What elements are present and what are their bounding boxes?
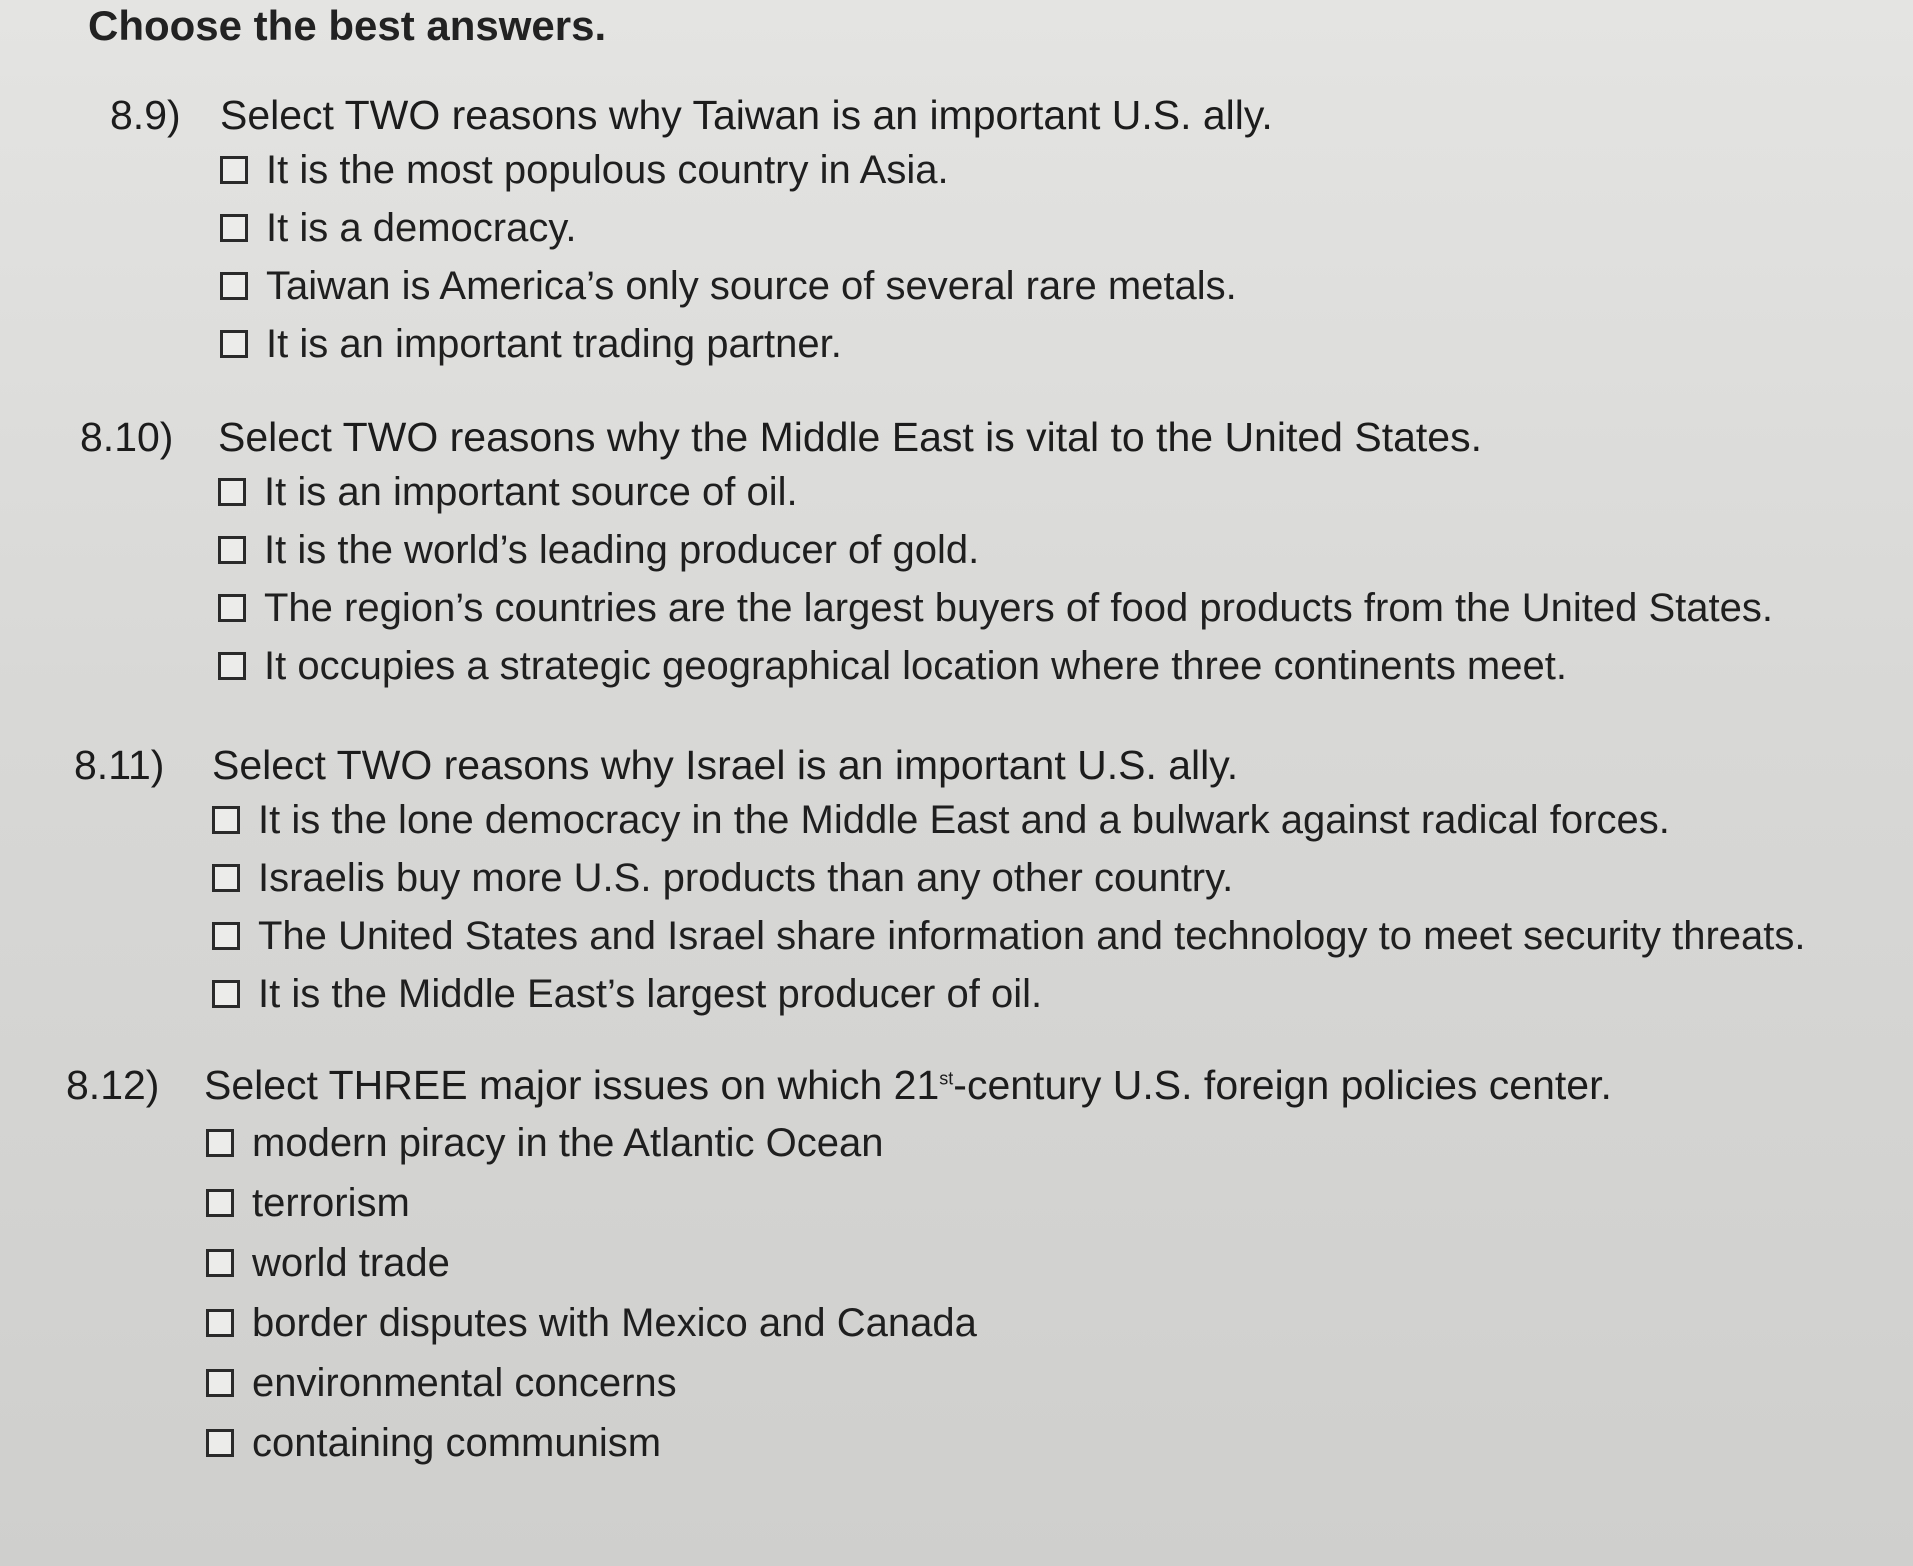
answer-text: It is an important trading partner.	[266, 321, 842, 366]
answer-option[interactable]	[212, 907, 1806, 965]
question-8-12	[66, 1062, 1612, 1473]
question-number: 8.9)	[110, 92, 181, 138]
checkbox[interactable]	[218, 536, 246, 564]
answer-options	[220, 141, 1273, 373]
answer-options	[212, 791, 1806, 1023]
checkbox[interactable]	[212, 922, 240, 950]
answer-text: It is an important source of oil.	[264, 469, 798, 514]
question-prompt	[110, 92, 1273, 139]
question-number: 8.10)	[80, 414, 174, 460]
answer-options	[218, 463, 1773, 695]
answer-option[interactable]	[206, 1113, 1612, 1173]
checkbox[interactable]	[212, 980, 240, 1008]
answer-text: containing communism	[252, 1420, 662, 1465]
answer-option[interactable]	[206, 1293, 1612, 1353]
superscript-st: st	[939, 1068, 954, 1089]
answer-text: border disputes with Mexico and Canada	[252, 1300, 977, 1345]
question-text-start: Select THREE major issues on which 21	[204, 1062, 940, 1108]
answer-text: It is the world’s leading producer of gold.	[264, 527, 980, 572]
answer-text: It is the most populous country in Asia.	[266, 147, 949, 192]
answer-text: The region’s countries are the largest buyers of food products from the United States.	[264, 585, 1773, 630]
worksheet-heading: Choose the best answers.	[88, 2, 607, 49]
answer-option[interactable]	[212, 849, 1806, 907]
answer-option[interactable]	[218, 637, 1773, 695]
answer-options	[206, 1113, 1612, 1473]
checkbox[interactable]	[218, 652, 246, 680]
answer-text: It occupies a strategic geographical location where three continents meet.	[264, 643, 1567, 688]
answer-text: It is a democracy.	[266, 205, 577, 250]
checkbox[interactable]	[220, 156, 248, 184]
answer-text: modern piracy in the Atlantic Ocean	[252, 1120, 884, 1165]
answer-option[interactable]	[220, 257, 1273, 315]
answer-option[interactable]	[206, 1173, 1612, 1233]
answer-text: environmental concerns	[252, 1360, 677, 1405]
question-text: Select TWO reasons why the Middle East is vital to the United States.	[218, 414, 1482, 460]
answer-option[interactable]	[218, 521, 1773, 579]
question-8-10	[80, 414, 1773, 695]
answer-option[interactable]	[206, 1353, 1612, 1413]
answer-option[interactable]	[220, 141, 1273, 199]
answer-text: It is the lone democracy in the Middle East and a bulwark against radical forces.	[258, 797, 1670, 842]
question-prompt	[66, 1062, 1612, 1109]
checkbox[interactable]	[220, 330, 248, 358]
checkbox[interactable]	[206, 1309, 234, 1337]
answer-option[interactable]	[212, 965, 1806, 1023]
question-text	[204, 1062, 1612, 1109]
question-text-end: -century U.S. foreign policies center.	[953, 1062, 1612, 1108]
answer-option[interactable]	[220, 315, 1273, 373]
answer-option[interactable]	[220, 199, 1273, 257]
answer-text: world trade	[252, 1240, 450, 1285]
answer-text: It is the Middle East’s largest producer of oil.	[258, 971, 1043, 1016]
question-text: Select TWO reasons why Taiwan is an important U.S. ally.	[220, 92, 1273, 138]
question-number: 8.12)	[66, 1062, 160, 1108]
checkbox[interactable]	[206, 1249, 234, 1277]
checkbox[interactable]	[220, 214, 248, 242]
answer-option[interactable]	[218, 463, 1773, 521]
checkbox[interactable]	[220, 272, 248, 300]
checkbox[interactable]	[206, 1429, 234, 1457]
question-prompt	[74, 742, 1806, 789]
checkbox[interactable]	[206, 1129, 234, 1157]
checkbox[interactable]	[218, 594, 246, 622]
checkbox[interactable]	[206, 1189, 234, 1217]
answer-text: terrorism	[252, 1180, 410, 1225]
checkbox[interactable]	[212, 806, 240, 834]
checkbox[interactable]	[218, 478, 246, 506]
checkbox[interactable]	[206, 1369, 234, 1397]
question-number: 8.11)	[74, 742, 165, 788]
question-8-9	[110, 92, 1273, 373]
question-prompt	[80, 414, 1773, 461]
answer-text: Israelis buy more U.S. products than any other country.	[258, 855, 1234, 900]
answer-option[interactable]	[206, 1233, 1612, 1293]
checkbox[interactable]	[212, 864, 240, 892]
question-text: Select TWO reasons why Israel is an important U.S. ally.	[212, 742, 1239, 788]
answer-option[interactable]	[206, 1413, 1612, 1473]
answer-option[interactable]	[218, 579, 1773, 637]
answer-text: The United States and Israel share information and technology to meet security threats.	[258, 913, 1806, 958]
answer-option[interactable]	[212, 791, 1806, 849]
question-8-11	[74, 742, 1806, 1023]
answer-text: Taiwan is America’s only source of several rare metals.	[266, 263, 1237, 308]
